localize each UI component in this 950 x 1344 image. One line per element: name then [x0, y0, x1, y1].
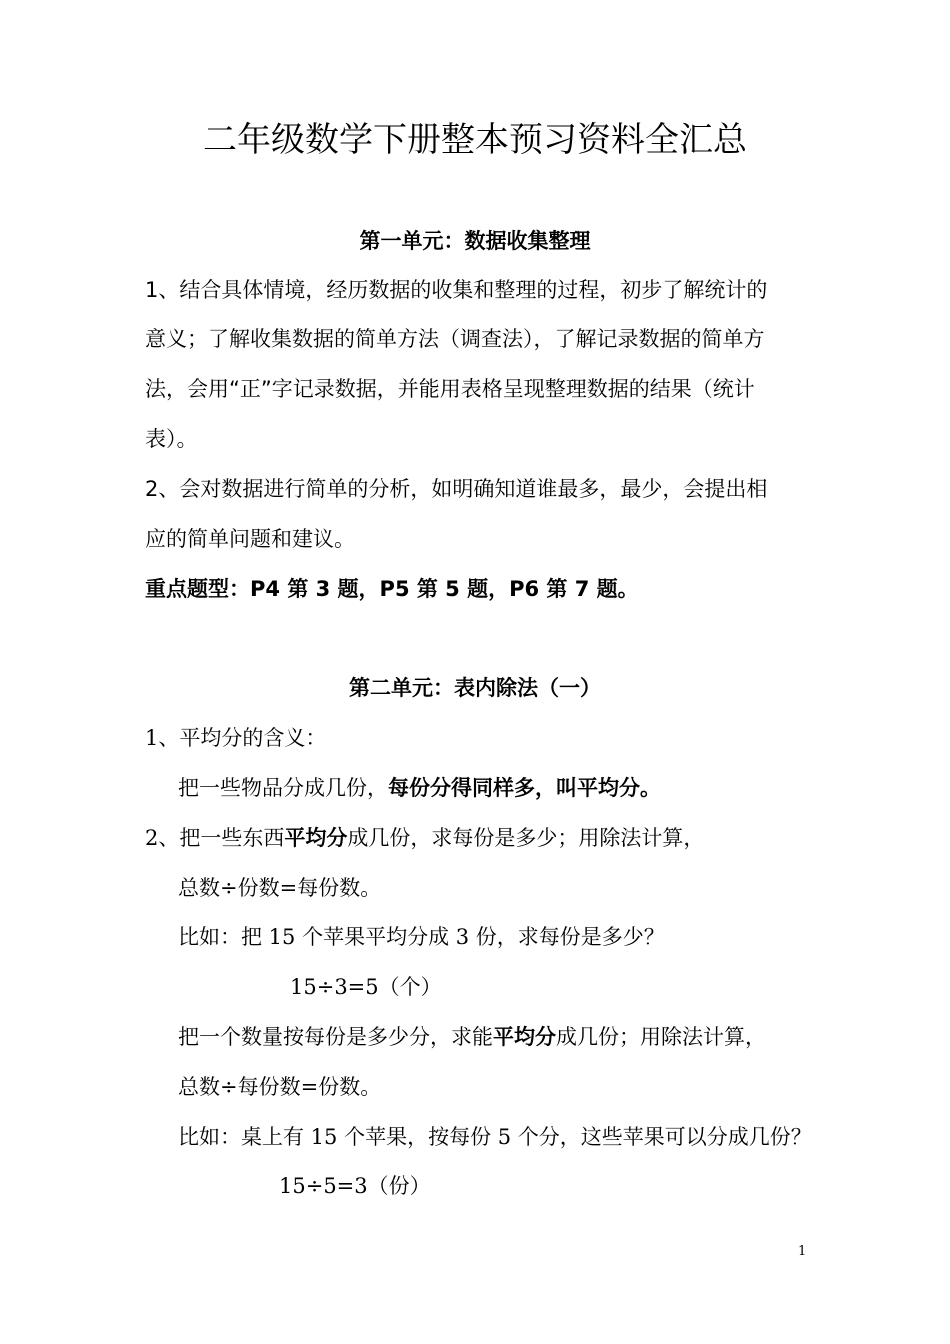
- unit1-item1-line1: 1、结合具体情境，经历数据的收集和整理的过程，初步了解统计的: [145, 278, 768, 302]
- unit2-item2-line2: [178, 1022, 766, 1052]
- unit2-item1-label: 1、平均分的含义：: [145, 726, 327, 750]
- calculation-2: 15÷5=3（份）: [279, 1174, 431, 1198]
- unit1-heading: 第一单元：数据收集整理: [359, 229, 591, 253]
- example-2: 比如：桌上有 15 个苹果，按每份 5 个分，这些苹果可以分成几份？: [178, 1125, 812, 1149]
- unit2-heading: 第二单元：表内除法（一）: [349, 676, 601, 700]
- item2-line1-part3: 成几份，求每份是多少；用除法计算，: [347, 826, 705, 850]
- item2-line2-bold: 平均分: [493, 1025, 556, 1049]
- unit1-item2-line1: 2、会对数据进行简单的分析，如明确知道谁最多，最少，会提出相: [145, 477, 768, 501]
- page-number: 1: [798, 1244, 807, 1259]
- document-title: 二年级数学下册整本预习资料全汇总: [203, 120, 747, 160]
- unit1-item2-line2: 应的简单问题和建议。: [145, 527, 355, 551]
- item2-line2-part3: 成几份；用除法计算，: [556, 1025, 766, 1049]
- definition-plain: 把一些物品分成几份，: [178, 776, 388, 800]
- unit2-item1-definition: [178, 773, 661, 803]
- unit1-item1-line4: 表）。: [145, 427, 198, 451]
- formula-total-by-each: 总数÷每份数=份数。: [178, 1075, 382, 1099]
- formula-total-by-parts: 总数÷份数=每份数。: [178, 876, 382, 900]
- example-1: 比如：把 15 个苹果平均分成 3 份，求每份是多少？: [178, 925, 665, 949]
- unit1-key-questions: 重点题型：P4 第 3 题，P5 第 5 题，P6 第 7 题。: [145, 577, 639, 601]
- calculation-1: 15÷3=5（个）: [290, 975, 442, 999]
- unit1-item1-line3: 法，会用“正”字记录数据，并能用表格呈现整理数据的结果（统计: [145, 377, 755, 401]
- definition-bold: 每份分得同样多，叫平均分。: [388, 776, 661, 800]
- unit1-item1-line2: 意义；了解收集数据的简单方法（调查法），了解记录数据的简单方: [145, 327, 765, 351]
- item2-line2-part1: 把一个数量按每份是多少分，求能: [178, 1025, 493, 1049]
- unit2-item2-line1: [145, 823, 704, 853]
- item2-line1-bold: 平均分: [284, 826, 348, 850]
- item2-line1-part1: 2、把一些东西: [145, 826, 285, 850]
